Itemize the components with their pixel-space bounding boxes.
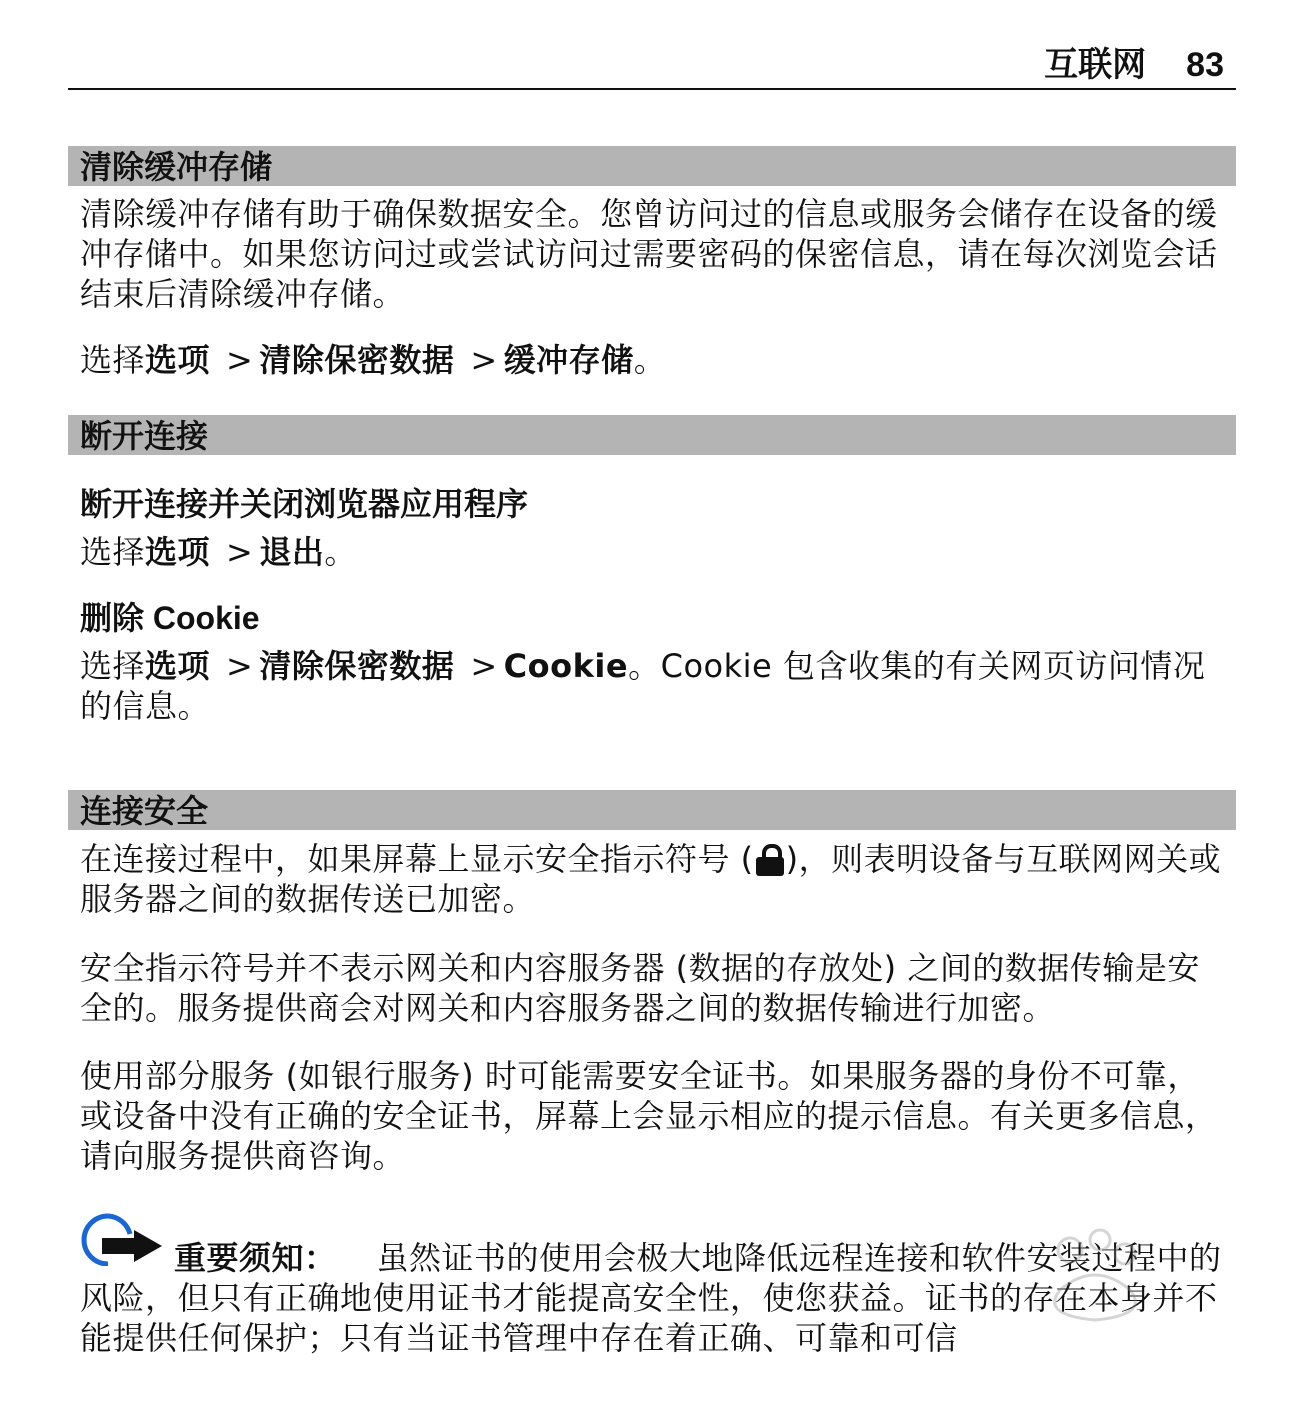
- path-prefix: 选择: [80, 647, 146, 685]
- path-separator: >: [226, 341, 254, 379]
- close-browser-menu-path: [80, 532, 1230, 572]
- security-p1-after: )，则表明设备与互联网网关或服务器之间的数据传送已加密。: [80, 840, 1222, 918]
- subsection-title-close-browser: 断开连接并关闭浏览器应用程序: [80, 485, 529, 523]
- notice-label: 重要须知：: [174, 1239, 337, 1277]
- menu-item-cache[interactable]: 缓冲存储: [503, 341, 634, 379]
- path-separator: >: [226, 533, 254, 571]
- notice-text: 虽然证书的使用会极大地降低远程连接和软件安装过程中的风险，但只有正确地使用证书才能提高安全性，使您获益。证书的存在本身并不能提供任何保护；只有当证书管理中存在着正确、可靠和可信: [80, 1239, 1222, 1357]
- security-p1-before: 在连接过程中，如果屏幕上显示安全指示符号 (: [80, 840, 754, 878]
- clear-cache-menu-path: [80, 340, 1230, 380]
- path-separator: >: [226, 647, 254, 685]
- path-prefix: 选择: [80, 341, 146, 379]
- menu-item-clear-private-data[interactable]: 清除保密数据: [259, 647, 455, 685]
- menu-item-options[interactable]: 选项: [145, 341, 211, 379]
- path-prefix: 选择: [80, 533, 146, 571]
- section-title-connection-security: 连接安全: [68, 790, 1236, 830]
- lock-icon: [756, 844, 784, 876]
- security-paragraph-3: 使用部分服务 (如银行服务) 时可能需要安全证书。如果服务器的身份不可靠，或设备中没有正确的安全证书，屏幕上会显示相应的提示信息。有关更多信息，请向服务提供商咨询。: [80, 1057, 1218, 1175]
- header-section-title: 互联网: [1044, 45, 1147, 85]
- path-separator: >: [470, 647, 498, 685]
- menu-item-exit[interactable]: 退出: [259, 533, 325, 571]
- page-number: 83: [1186, 46, 1224, 84]
- page-header: [68, 40, 1236, 90]
- section-title-disconnect: 断开连接: [68, 415, 1236, 455]
- path-separator: >: [470, 341, 498, 379]
- menu-item-cookie[interactable]: Cookie: [503, 647, 629, 685]
- menu-item-options[interactable]: 选项: [145, 647, 211, 685]
- cookie-description: Cookie 包含收集的有关网页访问情况的信息。: [80, 647, 1206, 725]
- path-end: 。: [633, 341, 667, 379]
- delete-cookie-menu-path: [80, 646, 1230, 726]
- menu-item-options[interactable]: 选项: [145, 533, 211, 571]
- menu-item-clear-private-data[interactable]: 清除保密数据: [259, 341, 455, 379]
- clear-cache-paragraph: 清除缓冲存储有助于确保数据安全。您曾访问过的信息或服务会储存在设备的缓冲存储中。如果您访问过或尝试访问过需要密码的保密信息，请在每次浏览会话结束后清除缓冲存储。: [80, 195, 1218, 313]
- path-end: 。: [324, 533, 357, 571]
- path-end: 。: [628, 647, 661, 685]
- security-paragraph-2: 安全指示符号并不表示网关和内容服务器 (数据的存放处) 之间的数据传输是安全的。服务提供商会对网关和内容服务器之间的数据传输进行加密。: [80, 949, 1200, 1027]
- subsection-title-delete-cookie: 删除 Cookie: [80, 600, 260, 636]
- important-notice: [80, 1238, 1230, 1358]
- section-title-clear-cache: 清除缓冲存储: [68, 146, 1236, 186]
- security-paragraph-1: [80, 839, 1230, 919]
